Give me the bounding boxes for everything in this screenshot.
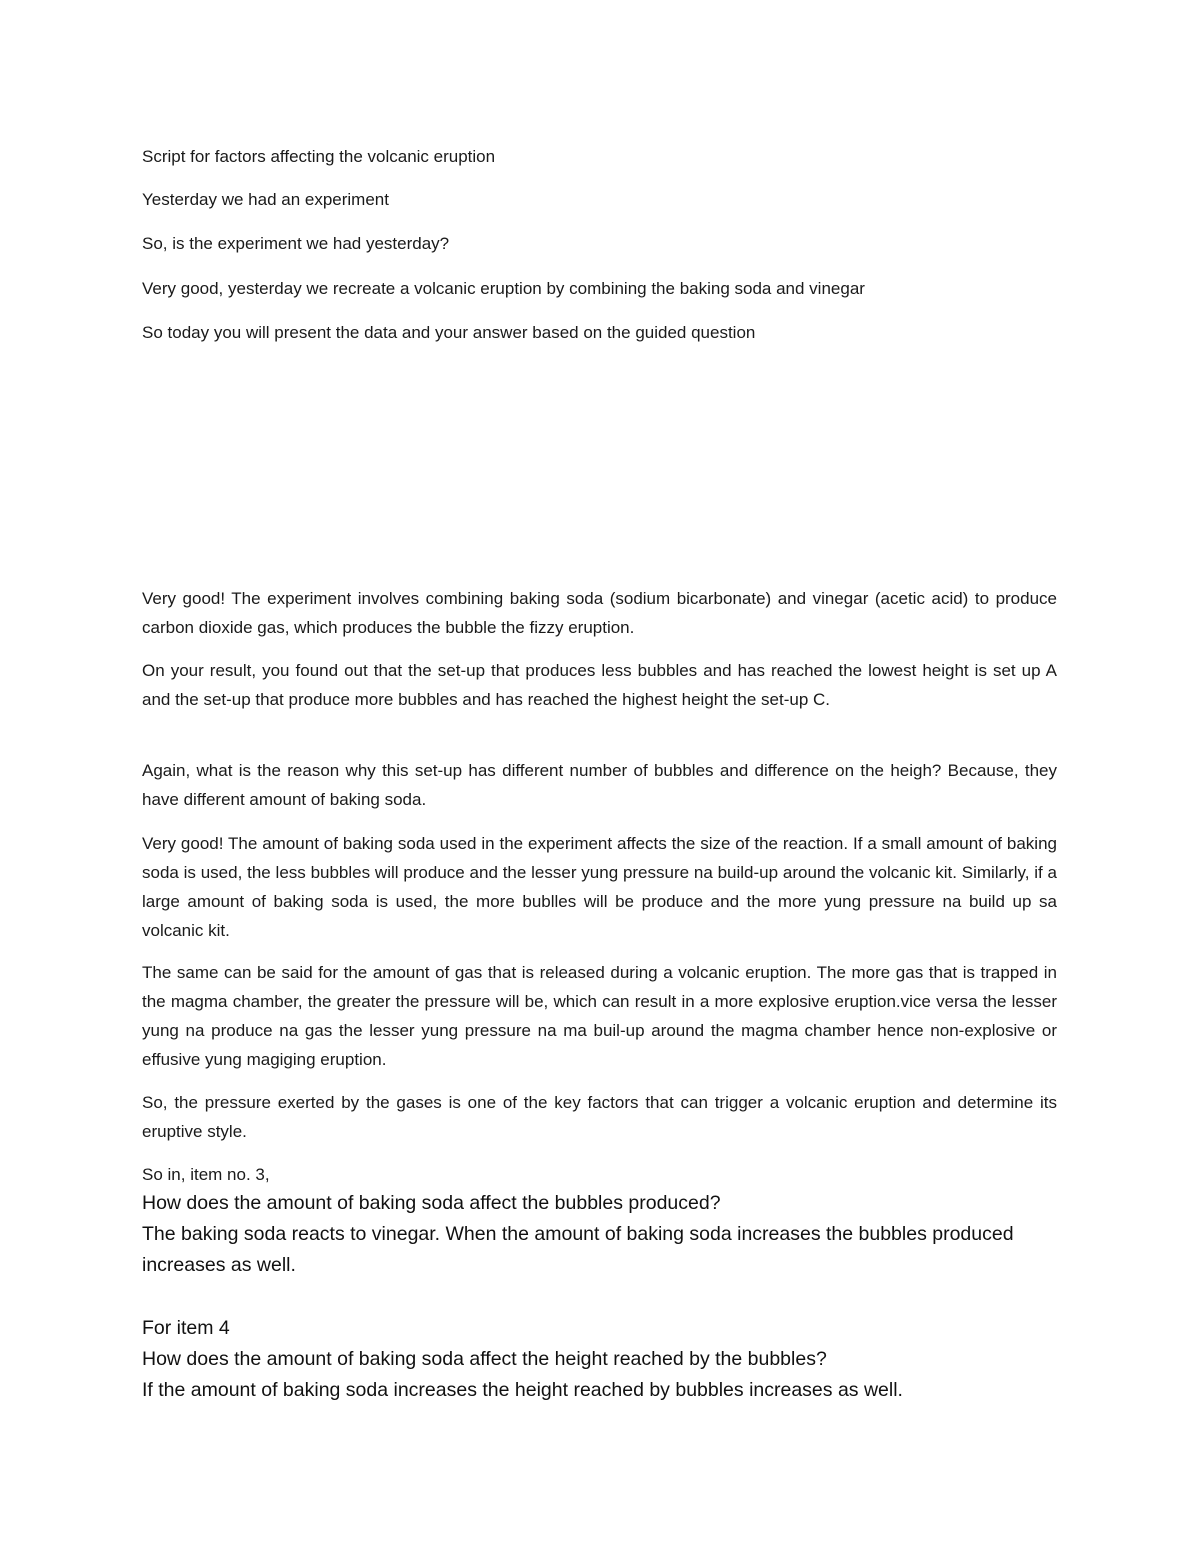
item4-block: [142, 1313, 1062, 1406]
paragraph: Very good! The amount of baking soda used in the experiment affects the size of the reaction. If a small amount of baking soda is used, the less bubbles will produce and the lesser yung pressure na build-up around the volcanic kit. Similarly, if a large amount of baking soda is used, the more bublles will be produce and the more yung pressure na build up sa volcanic kit.: [142, 834, 1057, 940]
item3-block: [142, 1188, 1062, 1281]
item4-answer: If the amount of baking soda increases the height reached by bubbles increases as well.: [142, 1379, 903, 1401]
paragraph: Again, what is the reason why this set-up has different number of bubbles and difference on the heigh? Because, they have different amount of baking soda.: [142, 761, 1057, 809]
intro-line: So, is the experiment we had yesterday?: [142, 234, 450, 253]
paragraph: The same can be said for the amount of gas that is released during a volcanic eruption. The more gas that is trapped in the magma chamber, the greater the pressure will be, which can result in a more explosive eruption.vice versa the lesser yung na produce na gas the lesser yung pressure na ma buil-up around the magma chamber hence non-explosive or effusive yung magiging eruption.: [142, 963, 1057, 1069]
document-title: Script for factors affecting the volcanic eruption: [142, 147, 496, 166]
item3-intro: So in, item no. 3,: [142, 1165, 270, 1184]
intro-line: Very good, yesterday we recreate a volcanic eruption by combining the baking soda and vinegar: [142, 279, 865, 298]
paragraph: Very good! The experiment involves combining baking soda (sodium bicarbonate) and vinegar (acetic acid) to produce carbon dioxide gas, which produces the bubble the fizzy eruption.: [142, 589, 1057, 637]
item4-intro: For item 4: [142, 1317, 230, 1339]
intro-line: Yesterday we had an experiment: [142, 190, 389, 209]
paragraph: On your result, you found out that the set-up that produces less bubbles and has reached the lowest height is set up A and the set-up that produce more bubbles and has reached the highest height the set-up C.: [142, 661, 1057, 709]
item3-answer: The baking soda reacts to vinegar. When the amount of baking soda increases the bubbles produced increases as well.: [142, 1223, 1014, 1276]
intro-line: So today you will present the data and your answer based on the guided question: [142, 323, 756, 342]
paragraph: So, the pressure exerted by the gases is one of the key factors that can trigger a volcanic eruption and determine its eruptive style.: [142, 1093, 1057, 1141]
item4-question: How does the amount of baking soda affect the height reached by the bubbles?: [142, 1348, 827, 1370]
item3-question: How does the amount of baking soda affect the bubbles produced?: [142, 1192, 721, 1214]
